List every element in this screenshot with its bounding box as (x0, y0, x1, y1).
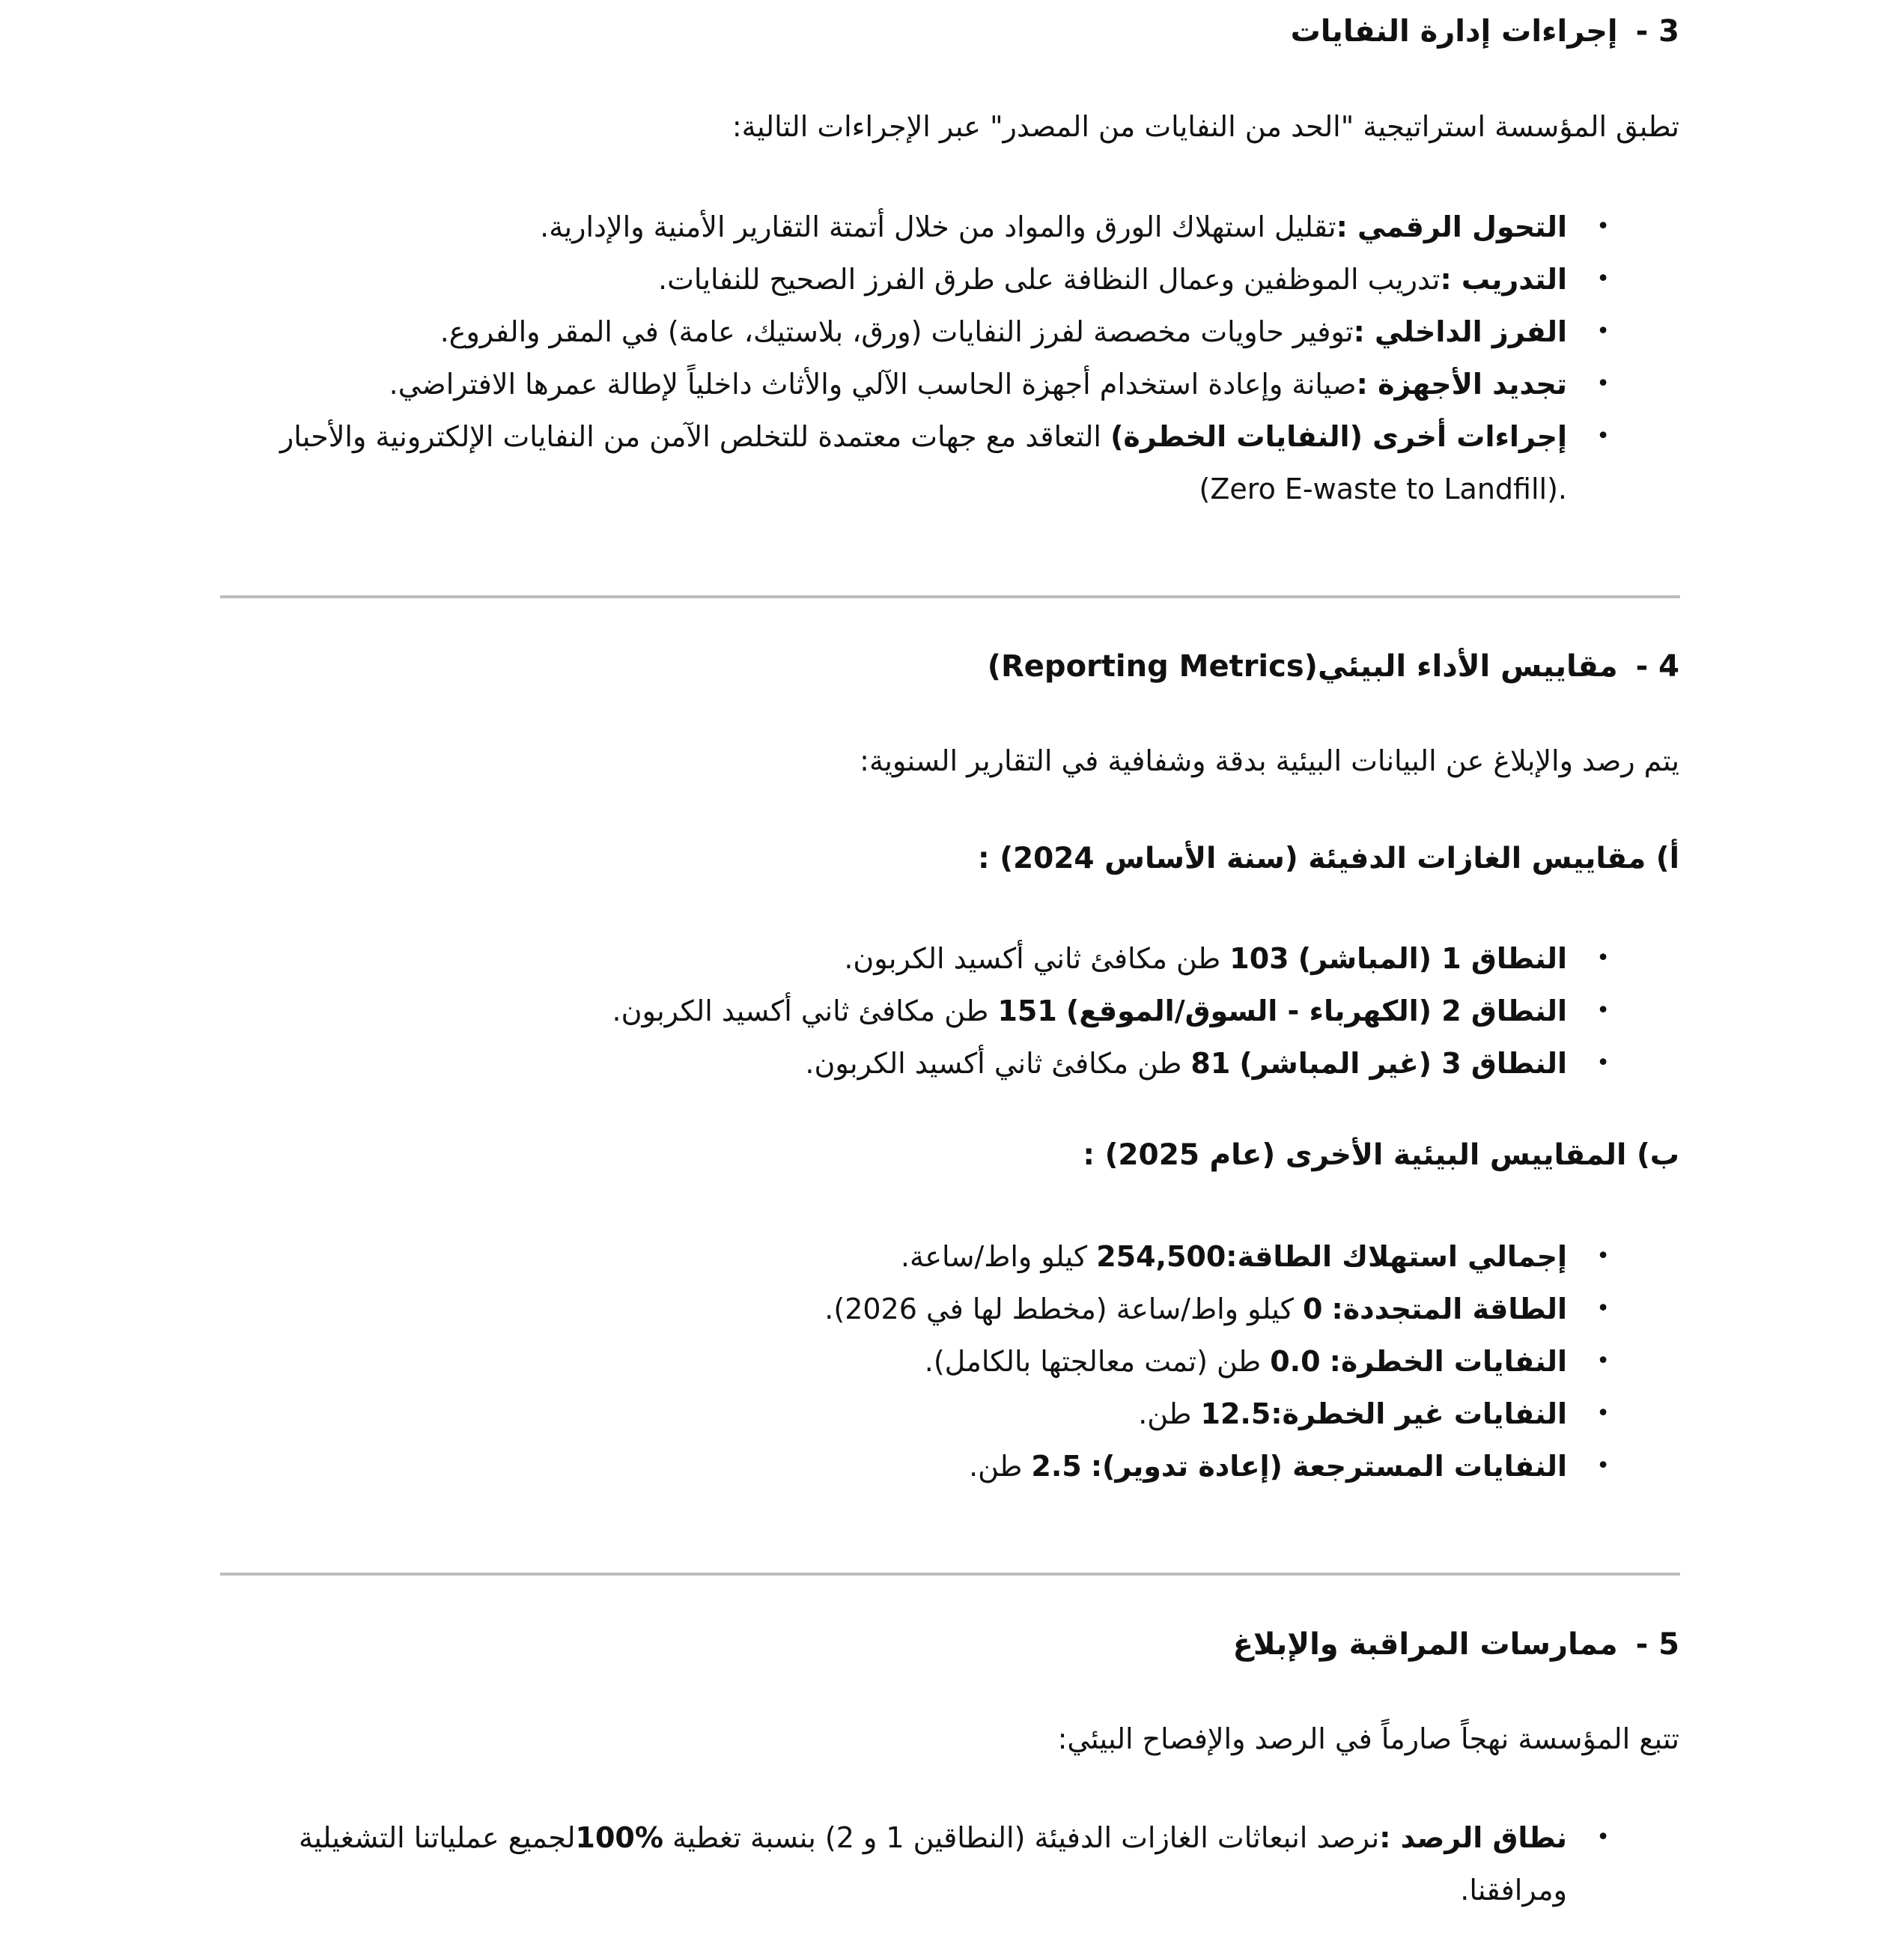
list-item (0, 1388, 1904, 1440)
bullet: • (1596, 1296, 1610, 1322)
item-value: 103 (1229, 942, 1289, 975)
item-unit: طن مكافئ ثاني أكسيد الكربون. (805, 1047, 1182, 1080)
item-text: توفير حاويات مخصصة لفرز النفايات (ورق، بلاستيك، عامة) في المقر والفروع. (439, 315, 1354, 348)
list-item (0, 1335, 1904, 1388)
list-item (0, 985, 1904, 1037)
item-text: صيانة وإعادة استخدام أجهزة الحاسب الآلي والأثاث داخلياً لإطالة عمرها الافتراضي. (389, 368, 1357, 401)
section-4-title: مقاييس الأداء البيئي (1317, 649, 1618, 684)
section-divider (220, 1573, 1680, 1576)
other-metrics-list (0, 1230, 1904, 1492)
item-label: نطاق الرصد : (1379, 1821, 1567, 1854)
bullet: • (1596, 1824, 1610, 1850)
item-label: إجمالي استهلاك الطاقة: (1226, 1240, 1567, 1273)
list-item (0, 1230, 1904, 1283)
bullet: • (1596, 318, 1610, 344)
item-text-2: لجميع عملياتنا التشغيلية ومرافقنا. (298, 1821, 1567, 1907)
list-item (0, 1037, 1904, 1090)
list-item (0, 201, 1904, 253)
section-3-number: 3 - (1635, 14, 1679, 49)
item-label: الطاقة المتجددة: (1331, 1293, 1567, 1325)
list-item (0, 1811, 1904, 1916)
section-5-intro: تتبع المؤسسة نهجاً صارماً في الرصد والإفصاح البيئي: (1057, 1722, 1679, 1755)
bullet: • (1596, 1400, 1610, 1427)
item-value: 0 (1302, 1293, 1323, 1325)
item-value: 12.5 (1200, 1397, 1271, 1430)
bullet: • (1596, 1050, 1610, 1076)
section-4-heading (988, 649, 1679, 684)
list-item (0, 358, 1904, 410)
item-value: 254,500 (1096, 1240, 1226, 1273)
item-value: 151 (997, 994, 1057, 1027)
item-text: تدريب الموظفين وعمال النظافة على طرق الفرز الصحيح للنفايات. (658, 263, 1441, 296)
item-unit: طن (تمت معالجتها بالكامل). (924, 1345, 1262, 1378)
item-unit: طن مكافئ ثاني أكسيد الكربون. (612, 994, 989, 1027)
item-label: النفايات الخطرة: (1329, 1345, 1567, 1378)
subheading-other-metrics: ب) المقاييس البيئية الأخرى (عام 2025) : (1083, 1138, 1679, 1172)
section-5-list (0, 1811, 1904, 1916)
section-5-heading (1233, 1626, 1679, 1662)
bullet: • (1596, 1348, 1610, 1374)
item-unit: كيلو واط/ساعة (مخطط لها في 2026). (824, 1293, 1294, 1325)
item-value: 0.0 (1270, 1345, 1321, 1378)
item-text: نرصد انبعاثات الغازات الدفيئة (النطاقين 1 و 2) بنسبة تغطية (663, 1821, 1380, 1854)
subheading-ghg: أ) مقاييس الغازات الدفيئة (سنة الأساس 2024) : (978, 842, 1679, 875)
bullet: • (1596, 945, 1610, 971)
bullet: • (1596, 371, 1610, 397)
item-label: التحول الرقمي : (1336, 210, 1567, 243)
bullet: • (1596, 423, 1610, 449)
list-item (0, 1283, 1904, 1335)
list-item (0, 932, 1904, 985)
section-3-intro: تطبق المؤسسة استراتيجية "الحد من النفايات من المصدر" عبر الإجراءات التالية: (732, 110, 1679, 143)
item-label: النطاق 2 (الكهرباء - السوق/الموقع) (1065, 994, 1567, 1027)
item-label: النطاق 1 (المباشر) (1298, 942, 1567, 975)
section-5-title: ممارسات المراقبة والإبلاغ (1232, 1627, 1618, 1662)
item-unit: طن. (969, 1450, 1023, 1483)
bullet: • (1596, 997, 1610, 1024)
item-label: النطاق 3 (غير المباشر) (1239, 1047, 1567, 1080)
list-item (0, 410, 1904, 515)
bullet: • (1596, 1243, 1610, 1269)
bullet: • (1596, 266, 1610, 292)
item-suffix: (Zero E-waste to Landfill). (1199, 473, 1567, 505)
item-value: 81 (1190, 1047, 1231, 1080)
bullet: • (1596, 1453, 1610, 1479)
item-text: تقليل استهلاك الورق والمواد من خلال أتمتة التقارير الأمنية والإدارية. (540, 210, 1336, 243)
section-3-heading (1291, 13, 1679, 49)
item-unit: طن مكافئ ثاني أكسيد الكربون. (844, 942, 1221, 975)
section-4-number: 4 - (1635, 649, 1679, 684)
item-text: التعاقد مع جهات معتمدة للتخلص الآمن من النفايات الإلكترونية والأحبار (279, 420, 1111, 453)
item-unit: كيلو واط/ساعة. (900, 1240, 1088, 1273)
list-item (0, 253, 1904, 306)
item-unit: طن. (1138, 1397, 1192, 1430)
section-3-list (0, 201, 1904, 515)
section-5-number: 5 - (1635, 1627, 1679, 1662)
bullet: • (1596, 213, 1610, 240)
section-divider (220, 595, 1680, 598)
item-value: 100% (575, 1821, 663, 1854)
item-label: إجراءات أخرى (النفايات الخطرة) (1110, 420, 1567, 453)
section-4-intro: يتم رصد والإبلاغ عن البيانات البيئية بدقة وشفافية في التقارير السنوية: (860, 744, 1679, 777)
item-label: الفرز الداخلي : (1353, 315, 1567, 348)
item-value: 2.5 (1031, 1450, 1082, 1483)
item-label: النفايات المسترجعة (إعادة تدوير): (1090, 1450, 1567, 1483)
item-label: التدريب : (1440, 263, 1567, 296)
list-item (0, 306, 1904, 358)
item-label: النفايات غير الخطرة: (1271, 1397, 1567, 1430)
section-3-title: إجراءات إدارة النفايات (1290, 14, 1618, 49)
list-item (0, 1440, 1904, 1492)
section-4-title-en: (Reporting Metrics) (987, 649, 1318, 684)
item-label: تجديد الأجهزة : (1356, 368, 1567, 401)
ghg-list (0, 932, 1904, 1090)
